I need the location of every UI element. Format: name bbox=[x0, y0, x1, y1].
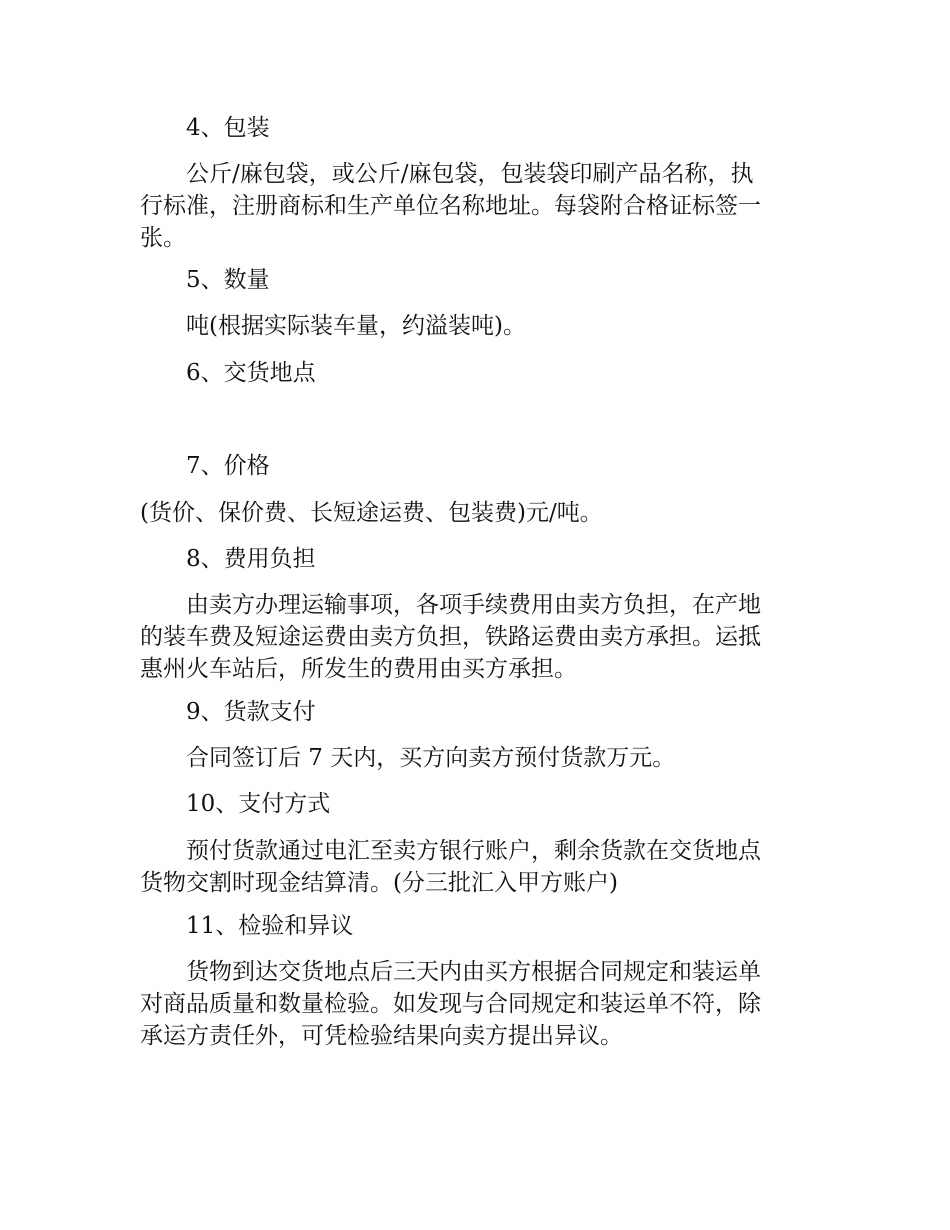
section-heading-quantity: 5、数量 bbox=[186, 267, 270, 293]
paragraph-line: 张。 bbox=[140, 225, 186, 251]
paragraph-line: 惠州火车站后，所发生的费用由买方承担。 bbox=[140, 656, 577, 682]
section-heading-cost-burden: 8、费用负担 bbox=[186, 546, 316, 572]
paragraph-line: (货价、保价费、长短途运费、包装费)元/吨。 bbox=[140, 500, 603, 526]
paragraph-line: 预付货款通过电汇至卖方银行账户，剩余货款在交货地点 bbox=[186, 838, 761, 864]
paragraph-line: 吨(根据实际装车量，约溢装吨)。 bbox=[186, 313, 526, 339]
paragraph-line: 的装车费及短途运费由卖方负担，铁路运费由卖方承担。运抵 bbox=[140, 624, 761, 650]
paragraph-line: 对商品质量和数量检验。如发现与合同规定和装运单不符，除 bbox=[140, 991, 761, 1017]
section-heading-inspection: 11、检验和异议 bbox=[186, 913, 354, 939]
paragraph-line: 合同签订后 7 天内，买方向卖方预付货款万元。 bbox=[186, 745, 676, 771]
paragraph-line: 由卖方办理运输事项，各项手续费用由卖方负担，在产地 bbox=[186, 592, 761, 618]
section-heading-payment: 9、货款支付 bbox=[186, 699, 316, 725]
paragraph-line: 公斤/麻包袋，或公斤/麻包袋，包装袋印刷产品名称，执 bbox=[186, 161, 754, 187]
paragraph-line: 货物交割时现金结算清。(分三批汇入甲方账户) bbox=[140, 870, 618, 896]
paragraph-line: 行标准，注册商标和生产单位名称地址。每袋附合格证标签一 bbox=[140, 193, 761, 219]
paragraph-line: 货物到达交货地点后三天内由买方根据合同规定和装运单 bbox=[186, 959, 761, 985]
section-heading-packaging: 4、包装 bbox=[186, 115, 270, 141]
section-heading-price: 7、价格 bbox=[186, 453, 270, 479]
section-heading-delivery-place: 6、交货地点 bbox=[186, 360, 316, 386]
paragraph-line: 承运方责任外，可凭检验结果向卖方提出异议。 bbox=[140, 1023, 623, 1049]
section-heading-payment-method: 10、支付方式 bbox=[186, 791, 331, 817]
